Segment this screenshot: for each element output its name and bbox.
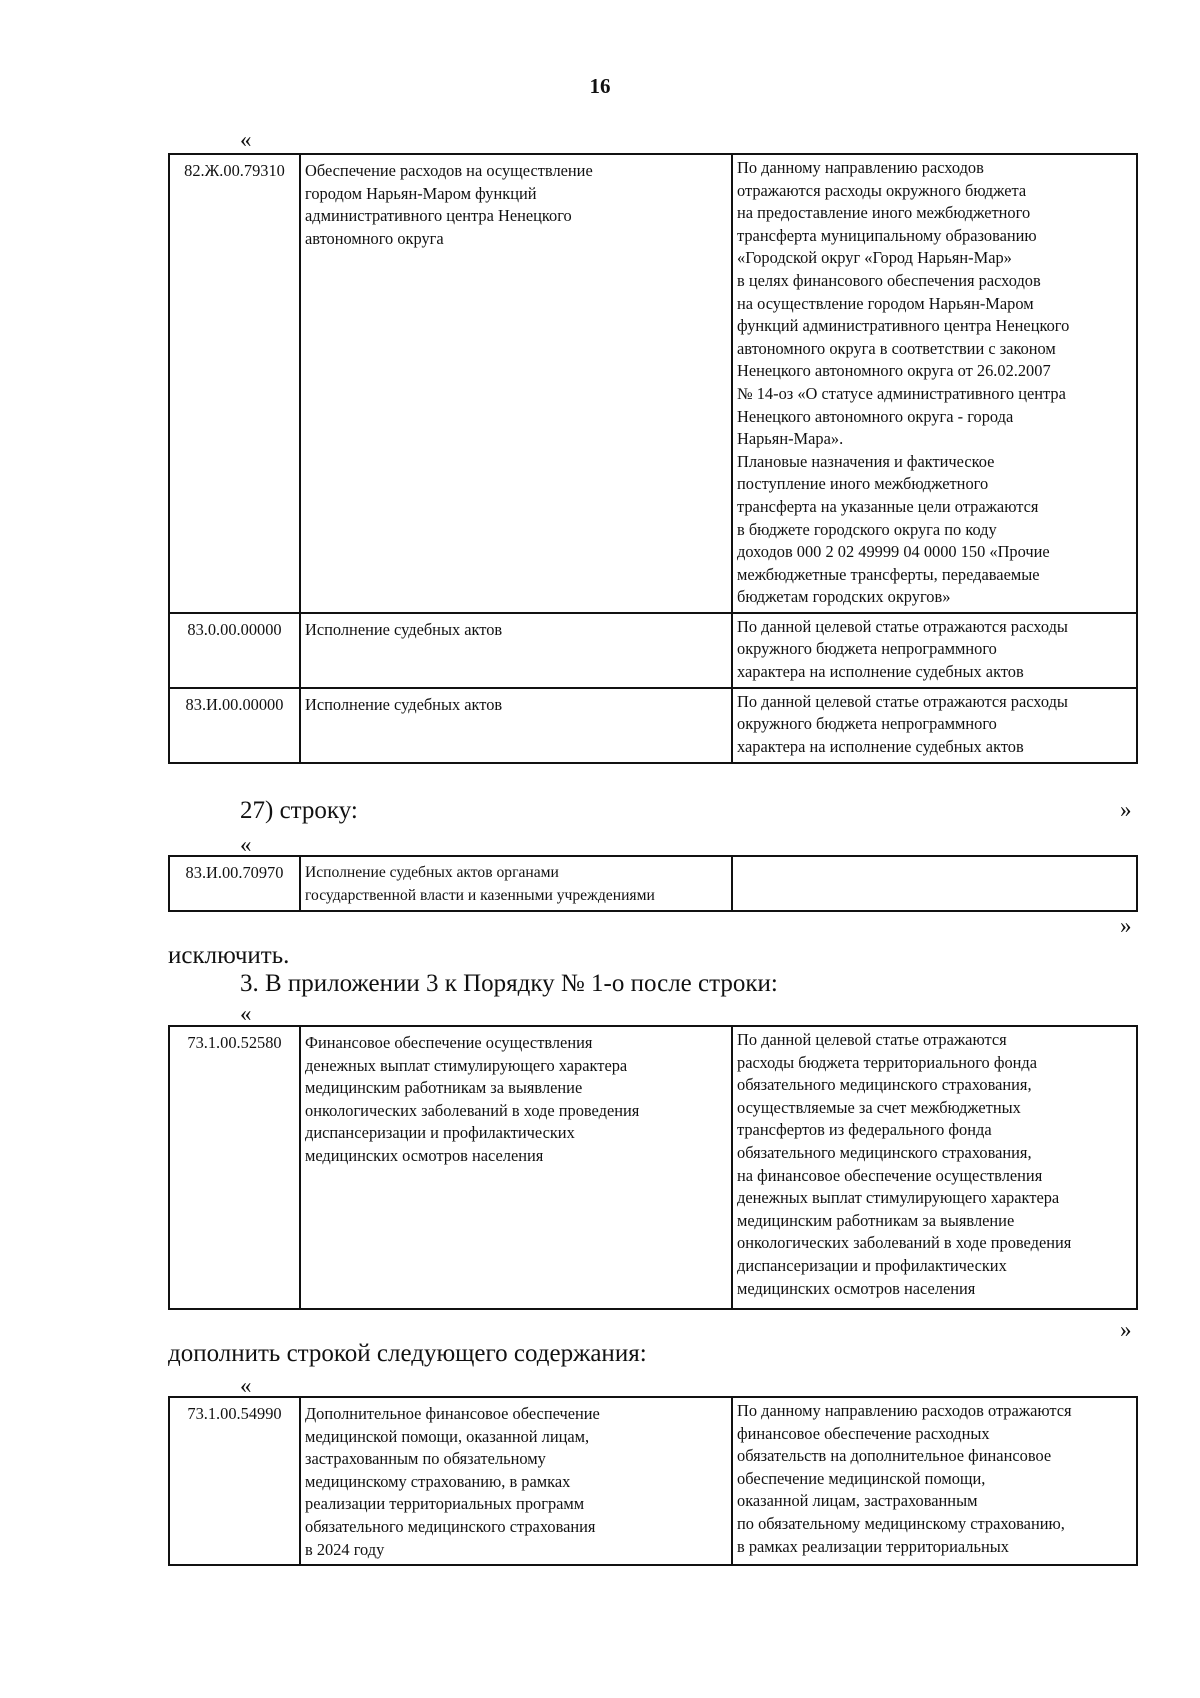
row-name: Исполнение судебных актов органами государственной власти и казенными учреждениями — [300, 856, 732, 911]
row-code: 83.И.00.70970 — [169, 856, 300, 911]
row-description: По данной целевой статье отражаются расходы окружного бюджета непрограммного характера на исполнение судебных актов — [732, 613, 1137, 688]
close-quote: » — [1120, 913, 1132, 938]
target-items-table-2 — [168, 855, 1138, 912]
row-name: Финансовое обеспечение осуществления денежных выплат стимулирующего характера медицинским работникам за выявление онкологических заболеваний в ходе проведения диспансеризации и профилактических медицинских осмотров населения — [300, 1026, 732, 1309]
target-items-table-4 — [168, 1396, 1138, 1566]
row-code: 73.1.00.52580 — [169, 1026, 300, 1309]
table-row — [169, 1397, 1137, 1565]
table-row — [169, 856, 1137, 911]
row-description: По данному направлению расходов отражаются финансовое обеспечение расходных обязательств на дополнительное финансовое обеспечение медицинской помощи, оказанной лицам, застрахованным по обязательному медицинскому страхованию, в рамках реализации территориальных — [732, 1397, 1137, 1565]
close-quote: » — [1120, 1317, 1132, 1342]
row-description: По данной целевой статье отражаются расходы окружного бюджета непрограммного характера на исполнение судебных актов — [732, 688, 1137, 763]
open-quote: « — [240, 1001, 252, 1026]
row-description — [732, 856, 1137, 911]
item-27-heading: 27) строку: — [240, 797, 358, 824]
row-description: По данной целевой статье отражаются расходы бюджета территориального фонда обязательного медицинского страхования, осуществляемые за счет межбюджетных трансфертов из федерального фонда обязательного медицинского страхования, на финансовое обеспечение осуществления денежных выплат стимулирующего характера медицинским работникам за выявление онкологических заболеваний в ходе проведения диспансеризации и профилактических медицинских осмотров населения — [732, 1026, 1137, 1309]
table-row — [169, 613, 1137, 688]
row-name: Дополнительное финансовое обеспечение медицинской помощи, оказанной лицам, застрахованным по обязательному медицинскому страхованию, в рамках реализации территориальных программ обязательного медицинского страхования в 2024 году — [300, 1397, 732, 1565]
row-description: По данному направлению расходов отражаются расходы окружного бюджета на предоставление иного межбюджетного трансферта муниципальному образованию «Городской округ «Город Нарьян-Мар» в целях финансового обеспечения расходов на осуществление городом Нарьян-Маром функций административного центра Ненецкого автономного округа в соответствии с законом Ненецкого автономного округа от 26.02.2007 № 14-оз «О статусе административного центра Ненецкого автономного округа - города Нарьян-Мара». Плановые назначения и фактическое поступление иного межбюджетного трансферта на указанные цели отражаются в бюджете городского округа по коду доходов 000 2 02 49999 04 0000 150 «Прочие межбюджетные трансферты, передаваемые бюджетам городских округов» — [732, 154, 1137, 613]
page-number: 16 — [589, 74, 611, 98]
open-quote: « — [240, 127, 252, 152]
row-code: 73.1.00.54990 — [169, 1397, 300, 1565]
close-quote: » — [1120, 797, 1132, 822]
open-quote: « — [240, 832, 252, 857]
row-name: Обеспечение расходов на осуществление городом Нарьян-Маром функций административного центра Ненецкого автономного округа — [300, 154, 732, 613]
table-row — [169, 688, 1137, 763]
exclude-text: исключить. — [168, 942, 290, 969]
target-items-table-3 — [168, 1025, 1138, 1310]
table-row — [169, 154, 1137, 613]
row-name: Исполнение судебных актов — [300, 613, 732, 688]
row-code: 82.Ж.00.79310 — [169, 154, 300, 613]
row-code: 83.0.00.00000 — [169, 613, 300, 688]
open-quote: « — [240, 1373, 252, 1398]
target-items-table-1 — [168, 153, 1138, 764]
row-code: 83.И.00.00000 — [169, 688, 300, 763]
supplement-text: дополнить строкой следующего содержания: — [168, 1340, 647, 1367]
row-name: Исполнение судебных актов — [300, 688, 732, 763]
section-3-heading: 3. В приложении 3 к Порядку № 1-о после строки: — [240, 970, 778, 997]
table-row — [169, 1026, 1137, 1309]
